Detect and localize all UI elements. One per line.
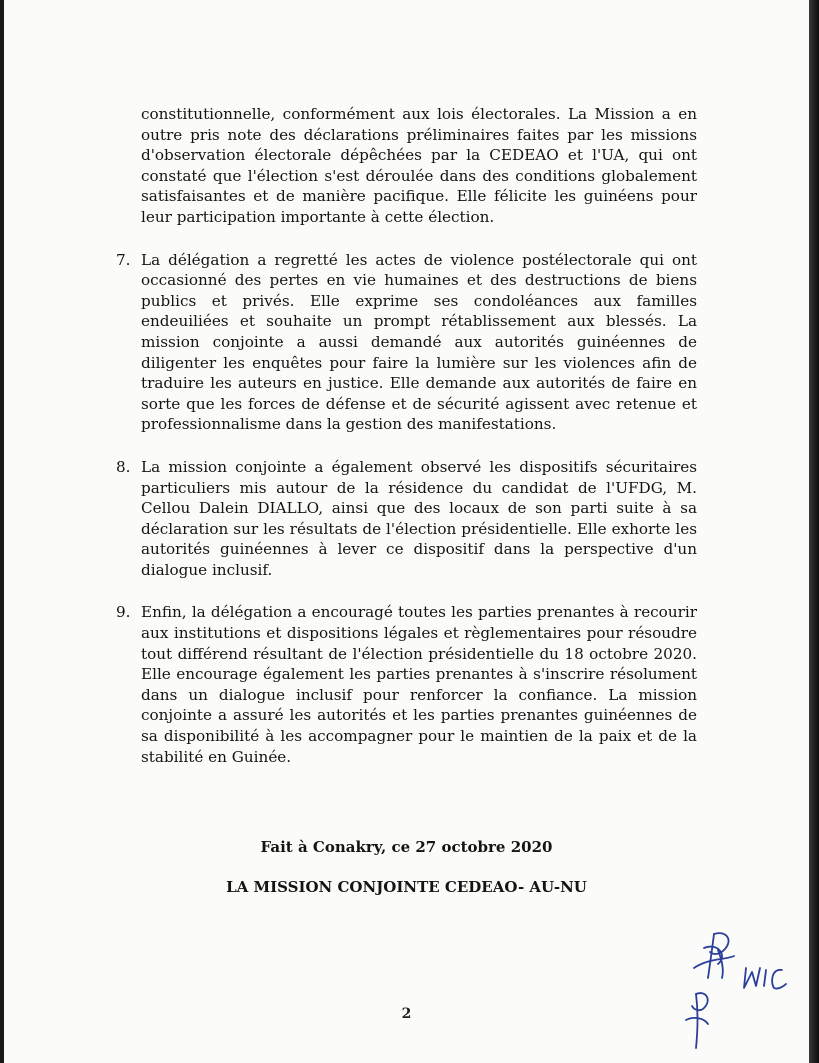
item-number: 8. bbox=[116, 457, 131, 476]
list-item-8 bbox=[116, 457, 697, 581]
page-number: 2 bbox=[401, 1006, 412, 1022]
handwritten-initials bbox=[674, 920, 794, 1060]
scan-edge bbox=[809, 0, 819, 1063]
item-text: La délégation a regretté les actes de violence postélectorale qui ont occasionné des pertes en vie humaines et des destructions de biens publics et privés. Elle exprime ses condoléances aux familles endeuiliées et souhaite un prompt rétablissement aux blessés. La mission conjointe a aussi demandé aux autorités guinéennes de diligenter les enquêtes pour faire la lumière sur les violences afin de traduire les auteurs en justice. Elle demande aux autorités de faire en sorte que les forces de défense et de sécurité agissent avec retenue et professionnalisme dans la gestion des manifestations. bbox=[141, 250, 697, 434]
item-number: 9. bbox=[116, 603, 131, 622]
list-item-9 bbox=[116, 602, 697, 767]
item-text: Enfin, la délégation a encouragé toutes les parties prenantes à recourir aux institutions et dispositions légales et règlementaires pour résoudre tout différend résultant de l'élection présidentielle du 18 octobre 2020. Elle encourage également les parties prenantes à s'inscrire résolument dans un dialogue inclusif pour renforcer la confiance. La mission conjointe a assuré les autorités et les parties prenantes guinéennes de sa disponibilité à les accompagner pour le maintien de la paix et de la stabilité en Guinée. bbox=[141, 603, 697, 766]
signatory-title: LA MISSION CONJOINTE CEDEAO- AU-NU bbox=[226, 878, 587, 896]
list-item-7 bbox=[116, 250, 697, 435]
place-date: Fait à Conakry, ce 27 octobre 2020 bbox=[260, 838, 553, 856]
document-body bbox=[116, 104, 697, 789]
intro-paragraph: constitutionnelle, conformément aux lois électorales. La Mission a en outre pris note des déclarations préliminaires faites par les missions d'observation électorale dépêchées par la CEDEAO et l'UA, qui ont constaté que l'élection s'est déroulée dans des conditions globalement satisfaisantes et de manière pacifique. Elle félicite les guinéens pour leur participation importante à cette élection. bbox=[141, 105, 697, 226]
item-number: 7. bbox=[116, 250, 131, 269]
item-text: La mission conjointe a également observé les dispositifs sécuritaires particuliers mis autour de la résidence du candidat de l'UFDG, M. Cellou Dalein DIALLO, ainsi que des locaux de son parti suite à sa déclaration sur les résultats de l'élection présidentielle. Elle exhorte les autorités guinéennes à lever ce dispositif dans la perspective d'un dialogue inclusif. bbox=[141, 457, 697, 579]
document-page bbox=[4, 0, 809, 1063]
